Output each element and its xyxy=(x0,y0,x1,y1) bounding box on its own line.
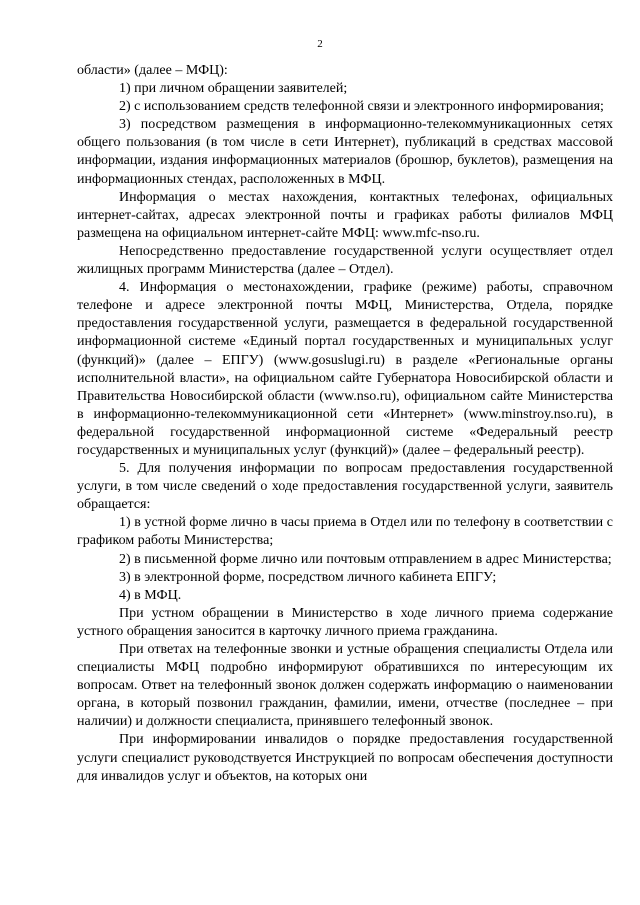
numbered-clause: 4. Информация о местонахождении, графике (режиме) работы, справочном телефоне и адресе электронной почты МФЦ, Министерства, Отдела, порядке предоставления государственной услуги, размещается в федеральной государственной информационной системе «Единый портал государственных и муниципальных услуг (функций)» (далее – ЕПГУ) (www.gosuslugi.ru) в разделе «Региональные органы исполнительной власти», на официальном сайте Губернатора Новосибирской области и Правительства Новосибирской области (www.nso.ru), официальном сайте Министерства в информационно-телекоммуникационной сети «Интернет» (www.minstroy.nso.ru), в федеральной государственной информационной системе «Федеральный реестр государственных и муниципальных услуг (функций)» (далее – федеральный реестр). xyxy=(77,280,613,458)
paragraph: области» (далее – МФЦ): xyxy=(77,63,228,78)
paragraph: Информация о местах нахождения, контактных телефонах, официальных интернет-сайтах, адресах электронной почты и графиках работы филиалов МФЦ размещена на официальном интернет-сайте МФЦ: www.mfc-nso.ru. xyxy=(77,189,613,241)
list-item: 1) в устной форме лично в часы приема в Отдел или по телефону в соответствии с графиком работы Министерства; xyxy=(77,515,613,549)
list-item: 3) посредством размещения в информационно-телекоммуникационных сетях общего пользования (в том числе в сети Интернет), публикаций в средствах массовой информации, издания информационных материалов (брошюр, буклетов), размещения на информационных стендах, расположенных в МФЦ. xyxy=(77,117,613,187)
list-item: 1) при личном обращении заявителей; xyxy=(119,81,348,97)
list-item: 4) в МФЦ. xyxy=(119,587,182,603)
list-item: 2) в письменной форме лично или почтовым отправлением в адрес Министерства; xyxy=(119,551,612,567)
paragraph: Непосредственно предоставление государственной услуги осуществляет отдел жилищных программ Министерства (далее – Отдел). xyxy=(77,243,613,278)
paragraph: При информировании инвалидов о порядке предоставления государственной услуги специалист руководствуется Инструкцией по вопросам обеспечения доступности для инвалидов услуг и объектов, на которых они xyxy=(77,732,613,784)
document-body xyxy=(77,62,613,786)
paragraph: При ответах на телефонные звонки и устные обращения специалисты Отдела или специалисты МФЦ подробно информируют обратившихся по интересующим их вопросам. Ответ на телефонный звонок должен содержать информацию о наименовании органа, в который позвонил гражданин, фамилии, имени, отчестве (последнее – при наличии) и должности специалиста, принявшего телефонный звонок. xyxy=(77,642,613,730)
numbered-clause: 5. Для получения информации по вопросам предоставления государственной услуги, в том числе сведений о ходе предоставления государственной услуги, заявитель обращается: xyxy=(77,461,613,513)
page-number: 2 xyxy=(317,38,323,50)
list-item: 2) с использованием средств телефонной связи и электронного информирования; xyxy=(119,99,604,115)
list-item: 3) в электронной форме, посредством личного кабинета ЕПГУ; xyxy=(119,569,497,585)
paragraph: При устном обращении в Министерство в ходе личного приема содержание устного обращения заносится в карточку личного приема гражданина. xyxy=(77,605,613,639)
